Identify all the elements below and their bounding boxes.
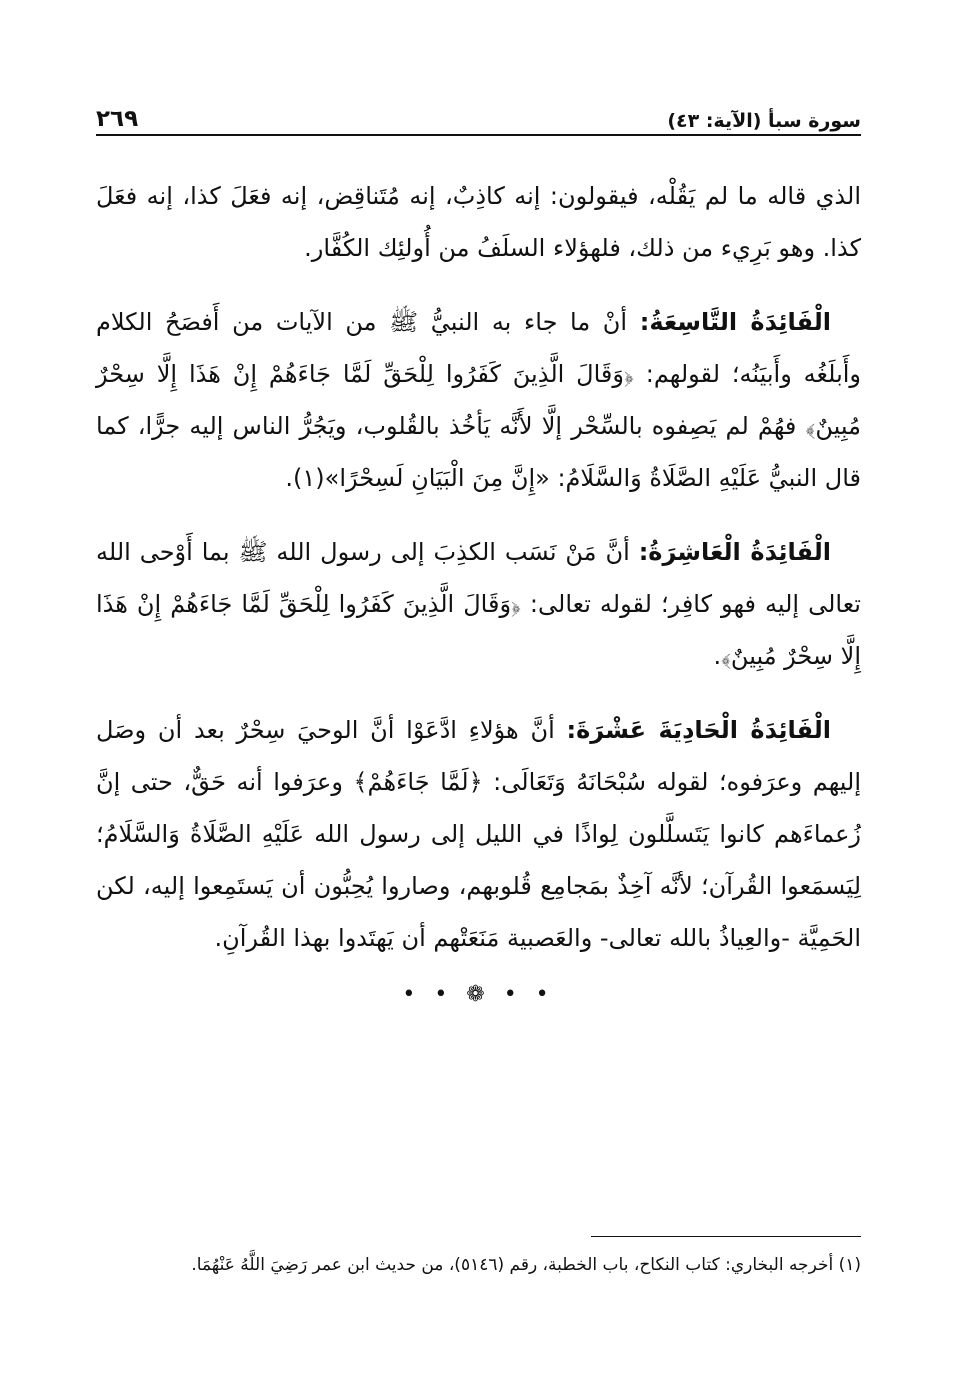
paragraph-text: أنَّ هؤلاءِ ادَّعَوْا أنَّ الوحيَ سِحْرٌ بعد أن وصَل إليهم وعرَفوه؛ لقوله سُبْحَانَهُ وَتَعَالَى: ﴿لَمَّا جَاءَهُمْ﴾ وعرَفوا أنه حَقٌّ، حتى إنَّ زُعماءَهم كانوا يَتَسلَّلون لِواذًا في الليل إلى رسول الله عَلَيْهِ الصَّلَاةُ وَالسَّلَامُ؛ لِيَسمَعوا القُرآن؛ لأنَّه آخِذٌ بمَجامِع قُلوبهم، وصاروا يُحِبُّون أن يَستَمِعوا إليه، لكن الحَمِيَّة -والعِياذُ بالله تعالى- والعَصبية مَنَعَتْهم أن يَهتَدوا بهذا القُرآنِ. [96,716,861,952]
main-text [96,170,861,986]
benefit-heading: الْفَائِدَةُ التَّاسِعَةُ: [639,308,831,336]
page-header [96,96,861,132]
running-title: سورة سبأ (الآية: ٤٣) [667,110,861,132]
section-separator: • • ❁ • • [402,982,555,1007]
paragraph-benefit-11 [96,704,861,964]
benefit-heading: الْفَائِدَةُ الْحَادِيَةَ عَشْرَةَ: [566,716,832,744]
paragraph-text: أنْ ما جاء به النبيُّ ﷺ من الآيات من أَفصَحُ الكلام وأَبلَغُه وأَبيَنُه؛ لقولهم: ﴿وَقَالَ الَّذِينَ كَفَرُوا لِلْحَقِّ لَمَّا جَاءَهُمْ إِنْ هَذَا إِلَّا سِحْرٌ مُبِينٌ﴾ فهُمْ لم يَصِفوه بالسِّحْر إلَّا لأَنَّه يَأخُذ بالقُلوب، ويَجُرُّ الناس إليه جرًّا، كما قال النبيُّ عَلَيْهِ الصَّلَاةُ وَالسَّلَامُ: «إِنَّ مِنَ الْبَيَانِ لَسِحْرًا»(١). [96,308,861,492]
paragraph-benefit-10 [96,526,861,682]
paragraph-text: أنَّ مَنْ نَسَب الكذِبَ إلى رسول الله ﷺ بما أَوْحى الله تعالى إليه فهو كافِر؛ لقوله تعالى: ﴿وَقَالَ الَّذِينَ كَفَرُوا لِلْحَقِّ لَمَّا جَاءَهُمْ إِنْ هَذَا إِلَّا سِحْرٌ مُبِينٌ﴾. [96,538,861,670]
benefit-heading: الْفَائِدَةُ الْعَاشِرَةُ: [638,538,831,566]
paragraph-benefit-9 [96,296,861,504]
footnote-rule [591,1236,861,1237]
paragraph-continuation [96,170,861,274]
header-rule [96,134,861,136]
page-number: ٢٦٩ [96,106,139,132]
footnote: (١) أخرجه البخاري: كتاب النكاح، باب الخطبة، رقم (٥١٤٦)، من حديث ابن عمر رَضِيَ اللَّهُ عَنْهُمَا. [191,1255,861,1275]
paragraph-text: الذي قاله ما لم يَقُلْه، فيقولون: إنه كاذِبٌ، إنه مُتَناقِض، إنه فعَلَ كذا، إنه فعَلَ كذا. وهو بَرِيء من ذلك، فلهؤلاء السلَفُ من أُولئِك الكُفَّار. [96,182,861,262]
